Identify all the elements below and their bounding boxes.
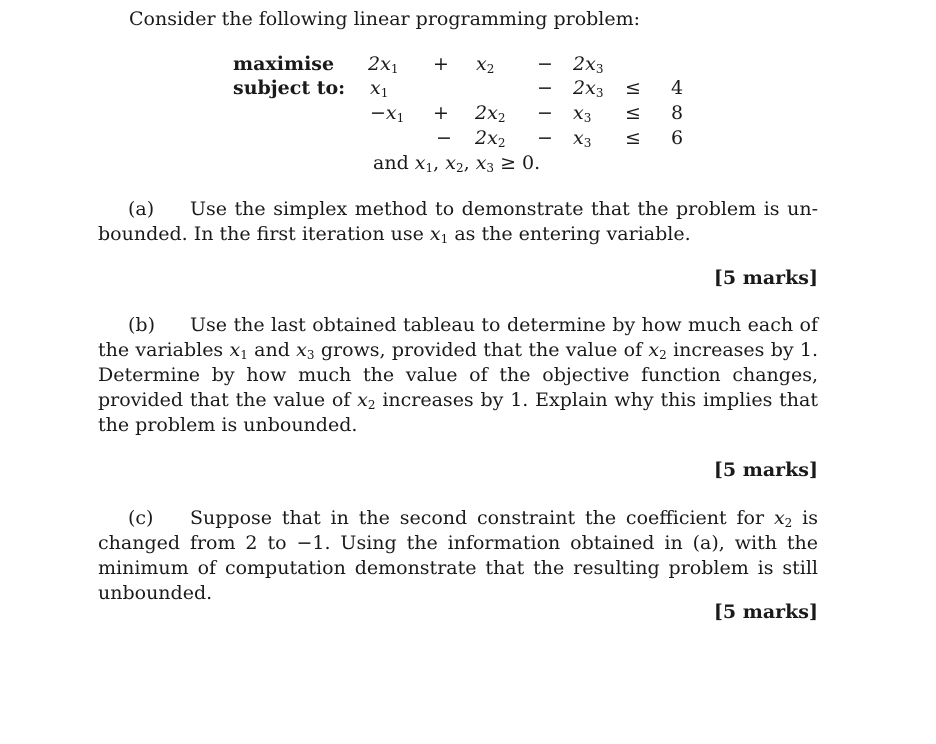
nonnegativity: and $x_1$, $x_2$, $x_3 \ge 0$. bbox=[373, 152, 541, 175]
obj-op-2: − bbox=[537, 53, 553, 75]
c2-term-3: $x_3$ bbox=[573, 102, 592, 125]
obj-term-1: $2x_1$ bbox=[368, 53, 399, 76]
part-a: (a) Use the simplex method to demonstrate that the problem is un-bounded. In the first iteration use $x_1$ as the entering variable. bbox=[98, 198, 818, 246]
obj-term-2: $x_2$ bbox=[476, 53, 495, 76]
lp-problem bbox=[0, 0, 936, 180]
subject-to-label: subject to: bbox=[233, 77, 346, 99]
c1-term-1: $x_1$ bbox=[370, 77, 389, 100]
part-c: (c) Suppose that in the second constraint the coefficient for $x_2$ is changed from 2 to −1. Using the information obtained in (a), with the minimum of computation demonstrate that the resulting problem is still unbounded. bbox=[98, 507, 818, 604]
c3-relation: ≤ bbox=[625, 127, 641, 149]
c3-rhs: 6 bbox=[671, 127, 684, 149]
part-c-label: (c) bbox=[128, 507, 154, 529]
part-a-text-1: Use the simplex method to demonstrate that the problem is un-bounded. In the first iteration use bbox=[98, 198, 818, 245]
c3-op-2: − bbox=[537, 127, 553, 149]
c2-term-1: $-x_1$ bbox=[370, 102, 405, 125]
c2-term-2: $2x_2$ bbox=[475, 102, 506, 125]
maximise-label: maximise bbox=[233, 53, 335, 75]
c1-op-2: − bbox=[537, 77, 553, 99]
obj-term-3: $2x_3$ bbox=[573, 53, 604, 76]
obj-op-1: + bbox=[433, 53, 449, 75]
c3-op-1: − bbox=[436, 127, 452, 149]
part-a-text-2: as the entering variable. bbox=[454, 223, 691, 245]
c3-term-3: $x_3$ bbox=[573, 127, 592, 150]
c3-term-2: $2x_2$ bbox=[475, 127, 506, 150]
part-b-label: (b) bbox=[128, 314, 155, 336]
c2-relation: ≤ bbox=[625, 102, 641, 124]
part-b: (b) Use the last obtained tableau to determine by how much each of the variables $x_1$ and $x_3$ grows, provided that the value of $x_2$ increases by 1. Determine by how much the value of the objective function changes, provided that the value of $x_2$ increases by 1. Explain why this implies that the problem is unbounded. bbox=[98, 314, 819, 436]
part-c-marks: [5 marks] bbox=[713, 601, 818, 623]
part-b-marks: [5 marks] bbox=[713, 459, 818, 481]
c1-rhs: 4 bbox=[671, 77, 684, 99]
c1-term-3: $2x_3$ bbox=[573, 77, 604, 100]
c1-relation: ≤ bbox=[625, 77, 641, 99]
c2-rhs: 8 bbox=[671, 102, 684, 124]
part-a-label: (a) bbox=[128, 198, 155, 220]
intro-text: Consider the following linear programming problem: bbox=[129, 8, 641, 30]
c2-op-2: − bbox=[537, 102, 553, 124]
part-a-marks: [5 marks] bbox=[713, 267, 818, 289]
c2-op-1: + bbox=[433, 102, 449, 124]
